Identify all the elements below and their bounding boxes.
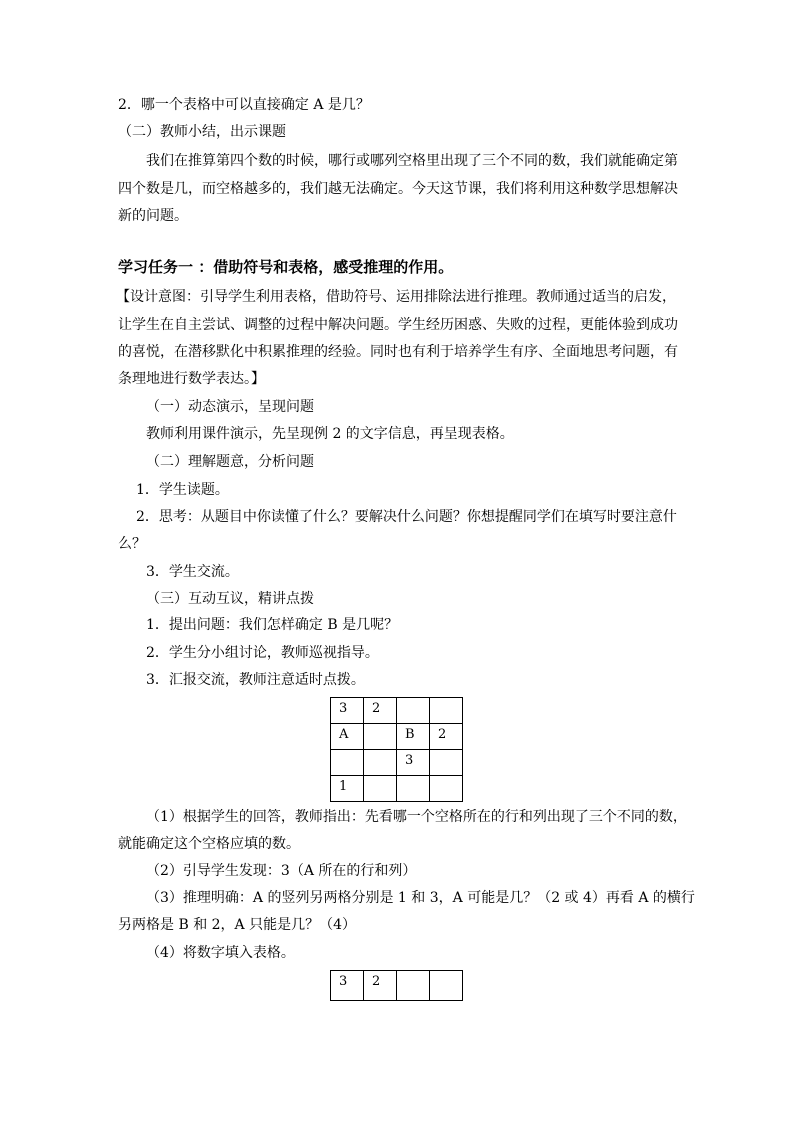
table-cell [364, 776, 397, 802]
table-cell: B [397, 724, 430, 750]
list-item: 3．学生交流。 [146, 564, 239, 580]
table-cell: 3 [331, 698, 364, 724]
list-item-continued: 么？ [118, 536, 146, 552]
step-item-continued: 就能确定这个空格应填的数。 [118, 836, 300, 852]
table-row [331, 971, 463, 1001]
paragraph-line: 教师利用课件演示，先呈现例 2 的文字信息，再呈现表格。 [146, 426, 514, 442]
list-item: 3．汇报交流，教师注意适时点拨。 [146, 672, 365, 688]
design-intent-line: 条理地进行数学表达。】 [118, 371, 265, 387]
list-item: 1．学生读题。 [136, 482, 229, 498]
table-cell [397, 776, 430, 802]
step-item: （1）根据学生的回答，教师指出：先看哪一个空格所在的行和列出现了三个不同的数， [146, 809, 687, 825]
step-item: （2）引导学生发现：3（A 所在的行和列） [146, 863, 417, 879]
list-item: 1．提出问题：我们怎样确定 B 是几呢？ [146, 617, 399, 633]
paragraph-line: 新的问题。 [118, 208, 188, 224]
table-cell: 3 [331, 971, 364, 1001]
table-cell [397, 971, 430, 1001]
section-teacher-summary: （二）教师小结，出示课题 [118, 124, 286, 140]
table-row [331, 776, 463, 802]
step-item-continued: 另两格是 B 和 2，A 只能是几？（4） [118, 917, 357, 933]
paragraph-line: 四个数是几，而空格越多的，我们越无法确定。今天这节课，我们将利用这种数学思想解决 [118, 181, 678, 197]
table-row [331, 750, 463, 776]
question-2: 2．哪一个表格中可以直接确定 A 是几？ [118, 97, 370, 113]
step-item: （3）推理明确：A 的竖列另两格分别是 1 和 3，A 可能是几？（2 或 4）再看 A 的横行 [146, 890, 695, 906]
table-row [331, 698, 463, 724]
table-cell [430, 698, 463, 724]
table-cell: 1 [331, 776, 364, 802]
table-cell [331, 750, 364, 776]
list-item: 2．学生分小组讨论，教师巡视指导。 [146, 645, 379, 661]
table-cell [430, 776, 463, 802]
design-intent-line: 【设计意图：引导学生利用表格，借助符号、运用排除法进行推理。教师通过适当的启发， [116, 289, 676, 305]
subsection-heading: （一）动态演示，呈现问题 [146, 399, 314, 415]
subsection-heading: （二）理解题意，分析问题 [146, 454, 314, 470]
task-heading: 学习任务一 ：借助符号和表格，感受推理的作用。 [118, 258, 454, 276]
table-cell: A [331, 724, 364, 750]
table-cell [397, 698, 430, 724]
table-cell [364, 724, 397, 750]
subsection-heading: （三）互动互议，精讲点拨 [146, 591, 314, 607]
sudoku-table-1 [330, 697, 463, 802]
design-intent-line: 的喜悦，在潜移默化中积累推理的经验。同时也有利于培养学生有序、全面地思考问题，有 [118, 344, 678, 360]
table-row [331, 724, 463, 750]
table-cell: 2 [364, 971, 397, 1001]
design-intent-line: 让学生在自主尝试、调整的过程中解决问题。学生经历困惑、失败的过程，更能体验到成功 [118, 317, 678, 333]
sudoku-table-2 [330, 970, 463, 1001]
list-item: 2．思考：从题目中你读懂了什么？要解决什么问题？你想提醒同学们在填写时要注意什 [136, 509, 677, 525]
table-cell [430, 971, 463, 1001]
table-cell [364, 750, 397, 776]
table-cell: 3 [397, 750, 430, 776]
step-item: （4）将数字填入表格。 [146, 945, 295, 961]
paragraph-line: 我们在推算第四个数的时候，哪行或哪列空格里出现了三个不同的数，我们就能确定第 [146, 153, 678, 169]
table-cell: 2 [364, 698, 397, 724]
table-cell: 2 [430, 724, 463, 750]
table-cell [430, 750, 463, 776]
